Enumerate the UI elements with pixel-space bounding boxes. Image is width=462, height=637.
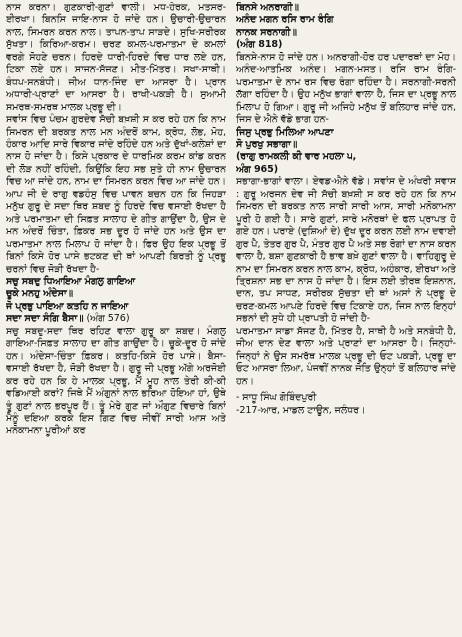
verse-line: ਅਨੰਦ ਮਗਨ ਰਸਿ ਰਾਮ ਰੰਗਿ xyxy=(236,14,334,26)
verse-line: ਚੂਕੇ ਮਨਹੁ ਅੰਦੇਸਾ॥ xyxy=(6,288,73,300)
author-address: -217-ਆਰ, ਮਾਡਲ ਟਾਊਨ, ਜਲੰਧਰ। xyxy=(236,404,366,416)
commentary-paragraph: ਪਰਮਾਤਮਾ ਸਾਡਾ ਸੱਜਣ ਹੈ, ਮਿੱਤਰ ਹੈ, ਸਾਥੀ ਹੈ ਅਤੇ ਸਨਬੰਧੀ ਹੈ, ਜੀਅ ਦਾਨ ਦੇਣ ਵਾਲਾ ਅਤੇ ਪ੍ਰਾਣਾਂ ਦਾ ਆਸਰਾ ਹੈ। ਜਿਨ੍ਹਾਂ-ਜਿਨ੍ਹਾਂ ਨੇ ਉਸ ਸਮਰੱਥ ਮਾਲਕ ਪ੍ਰਭੂ ਦੀ ਓਟ ਪਕੜੀ, ਪ੍ਰਭੂ ਦਾ ਓਟ ਆਸਰਾ ਲਿਆ, ਪੰਜਵੀਂ ਨਾਨਕ ਜੋਤਿ ਉਨ੍ਹਾਂ ਤੋਂ ਬਲਿਹਾਰ ਜਾਂਦੇ ਹਨ। xyxy=(236,325,456,387)
verse-line-with-reference xyxy=(6,313,226,325)
right-column xyxy=(236,2,456,637)
verse-reference: (ਅੰਗ 818) xyxy=(236,39,283,51)
verse-line: ਨਾਨਕ ਸਰਨਾਗੀ॥ xyxy=(236,26,297,38)
closing-paragraph: ਸਚੁ ਸਬਦੁ-ਸਦਾ ਥਿਰ ਰਹਿਣ ਵਾਲਾ ਗੁਰੂ ਕਾ ਸ਼ਬਦ। ਮੰਗਲੁ ਗਾਇਆ-ਸਿਫ਼ਤ ਸਾਲਾਹ ਦਾ ਗੀਤ ਗਾਉਂਦਾ ਹੈ। ਚੂਕੇ-ਦੂਰ ਹੋ ਜਾਂਦੇ ਹਨ। ਅੰਦੇਸਾ-ਚਿੰਤਾ ਫ਼ਿਕਰ। ਕਤਹਿ-ਕਿਸੇ ਹੋਰ ਪਾਸੇ। ਬੈਸਾ-ਵਸਾਈ ਰੱਖਦਾ ਹੈ, ਜੋੜੀ ਰੱਖਦਾ ਹੈ। ਗੁਰੂ ਜੀ ਪ੍ਰਭੂ ਅੱਗੇ ਅਰਜੋਈ ਕਰ ਰਹੇ ਹਨ ਕਿ ਹੇ ਮਾਲਕ ਪ੍ਰਭੂ, ਮੈਂ ਮੂਹ ਨਾਲ ਤੇਰੀ ਕੀ-ਕੀ ਵਡਿਆਈ ਕਰਾਂ? ਜਿਥੇ ਮੈਂ ਅੰਗੁਨਾਂ ਨਾਲ ਭਰਿਆ ਹੋਇਆ ਹਾਂ, ਉਥੇ ਤੂੰ ਗੁਣਾਂ ਨਾਲ ਭਰਪੂਰ ਹੈਂ। ਤੂੰ ਮੇਰੇ ਗੁਣ ਜਾਂ ਔਗੁਣ ਵਿਚਾਰੇ ਬਿਨਾਂ ਮੈਨੂੰ ਦਇਆ ਕਰਕੇ ਇਸ ਗਿਣ ਵਿਚ ਜੀਵੀਂ ਸਾਰੀ ਆਸ ਅਤੇ ਮਨੋਕਾਮਨਾ ਪੂਰੀਆਂ ਕਰ xyxy=(6,325,226,437)
verse-line-text: ਸਦਾ ਸਦਾ ਸੰਗਿ ਬੈਸਾ॥ xyxy=(6,313,84,325)
verse-reference: (ਰਾਗੁ ਰਾਮਕਲੀ ਕੀ ਵਾਰ ਮਹਲਾ ੫, xyxy=(236,151,357,163)
commentary-paragraph: ਸਭਾਗਾ-ਭਾਗਾਂ ਵਾਲਾ। ਏਵਡ-ਐਨੇ ਵੱਡੇ। ਸਵਾਂਸ ਦੇ ਅੰਖਰੀ ਸਵਾਸ : ਗੁਰੂ ਅਰਜਨ ਦੇਵ ਜੀ ਸੱਚੀ ਬਖ਼ਸ਼ੀ ਸ ਕਰ ਰਹੇ ਹਨ ਕਿ ਨਾਮ ਸਿਮਰਨ ਦੀ ਬਰਕਤ ਨਾਲ ਸਾਰੀ ਸਾਰੀ ਆਸ, ਸਾਰੀ ਮਨੋਕਾਮਨਾ ਪੂਰੀ ਹੋ ਗਈ ਹੈ। ਸਾਰੇ ਗੁਣਾਂ, ਸਾਰੇ ਮਨੋਰਥਾਂ ਦੇ ਫਲ ਪ੍ਰਾਪਤ ਹੋ ਗਏ ਹਨ। ਪਰਾਏ (ਦੁਸ਼ਿਆਂ ਦੇ) ਦੁੱਖ ਦੂਰ ਕਰਨ ਲਈ ਨਾਮ ਦਵਾਈ ਗੁਰ ਪੈ, ਤੇਤਰ ਗੁਰ ਪੈ, ਮੰਤਰ ਗੁਰ ਪੈ ਅਤੇ ਸਭ ਰੋਗਾਂ ਦਾ ਨਾਸ ਕਰਨ ਵਾਲਾ ਹੈ, ਬਸ਼ਾ ਗੁਣਕਾਰੀ ਹੈ ਭਾਵ ਬਖ਼ੇ ਗੁਣਾਂ ਵਾਲਾ ਹੈ। ਵਾਹਿਗੁਰੂ ਦੇ ਨਾਮ ਦਾ ਸਿਮਰਨ ਕਰਨ ਨਾਲ ਕਾਮ, ਕ੍ਰੋਧ, ਅਹੰਕਾਰ, ਈਰਖਾ ਅਤੇ ਤ੍ਰਿਸ਼ਨਾ ਸਭ ਦਾ ਨਾਸ ਹੋ ਜਾਂਦਾ ਹੈ। ਇਸ ਲਈ ਤੀਰਥ ਇਸ਼ਨਾਨ, ਦਾਨ, ਤਪ ਸਾਧਣ, ਸਰੀਰਕ ਸੁੱਚਤਾ ਦੀ ਥਾਂ ਅਸਾਂ ਨੇ ਪ੍ਰਭੂ ਦੇ ਚਰਣ-ਕਮਲ ਆਪਣੇ ਹਿਰਦੇ ਵਿਚ ਟਿਕਾਏ ਹਨ, ਜਿਸ ਨਾਲ ਇਨ੍ਹਾਂ ਸਭਨਾਂ ਦੀ ਸੁਧੇ ਹੀ ਪ੍ਰਾਪਤੀ ਹੋ ਜਾਂਦੀ ਹੈ- xyxy=(236,176,456,325)
verse-line: ਜੋ ਪ੍ਰਭੁ ਪਾਇਆ ਕਤਹਿ ਨ ਜਾਇਆ xyxy=(6,300,129,312)
verse-line: ਸਚੁ ਸਬਦੁ ਧਿਆਇਆ ਮੰਗਲੁ ਗਾਇਆ xyxy=(6,275,136,287)
verse-line: ਜਿਸੁ ਪ੍ਰਭੁ ਮਿਲਿਆ ਆਪਣਾ xyxy=(236,126,334,138)
glossary-paragraph: ਬਿਨਸੇ-ਨਾਸ ਹੋ ਜਾਂਦੇ ਹਨ। ਅਨਰਾਗੀ-ਹੋਰ ਹਰ ਪਦਾਰਥਾਂ ਦਾ ਮੋਹ। ਅਨੰਦ-ਆਤਮਿਕ ਅਨੰਦ। ਮਗਨ-ਮਸਤ। ਰਸਿ ਰਾਮ ਰੰਗਿ-ਪਰਮਾਤਮਾ ਦੇ ਨਾਮ ਰਸ ਵਿਚ ਰੰਗਾ ਰਹਿੰਦਾ ਹੈ। ਸਰਨਾਗੀ-ਸਰਨੀ ਲੱਗਾ ਰਹਿੰਦਾ ਹੈ। ਉਹ ਮਨੁੱਖ ਭਾਗਾਂ ਵਾਲਾ ਹੈ, ਜਿਸ ਦਾ ਪ੍ਰਭੂ ਨਾਲ ਮਿਲਾਪ ਹੋ ਗਿਆ। ਗੁਰੂ ਜੀ ਅਜਿਹੇ ਮਨੁੱਖ ਤੋਂ ਬਲਿਹਾਰ ਜਾਂਦੇ ਹਨ, ਜਿਸ ਦੇ ਐਨੇ ਵੱਡੇ ਭਾਗ ਹਨ- xyxy=(236,51,456,126)
verse-line: ਸੋ ਪੁਰਖੁ ਸਭਾਗਾ॥ xyxy=(236,138,298,150)
glossary-paragraph: ਨਾਸ ਕਰਨਾ। ਗੁਣਕਾਰੀ-ਗੁਣਾਂ ਵਾਲੀ। ਮਧ-ਹੇਰਕ, ਮਤਸਰ-ਈਰਖਾ। ਬਿਨਸਿ ਜਾਇ-ਨਾਸ ਹੋ ਜਾਂਦੇ ਹਨ। ਉਚਾਰੀ-ਉਚਾਰਨ ਨਾਲ, ਸਿਮਰਨ ਕਰਨ ਨਾਲ। ਤਾਪਨ-ਤਾਪ ਸਾੜਦੇ। ਸੁਖਿ-ਸਰੀਰਕ ਸੁੱਖਤਾ। ਕਿਰਿਆ-ਕਰਮ। ਚਰਣ ਕਮਲ-ਪਰਮਾਤਮਾ ਦੇ ਕਮਲਾਂ ਵਰਗੇ ਸੋਹਣੇ ਚਰਨ। ਹਿਰਦੇ ਧਾਰੀ-ਹਿਰਦੇ ਵਿਚ ਧਾਰ ਲਏ ਹਨ, ਟਿਕਾ ਲਏ ਹਨ। ਸਾਜਨ-ਸੱਜਣ। ਮੀਤ-ਮਿੱਤਰ। ਸਖਾ-ਸਾਥੀ। ਬੰਧਪ-ਸਨਬੰਧੀ। ਜੀਅ ਧਾਨ-ਜਿੰਦ ਦਾ ਆਸਰਾ ਹੈ। ਪ੍ਰਾਨ ਅਧਾਰੀ-ਪ੍ਰਾਣਾਂ ਦਾ ਆਸਰਾ ਹੈ। ਰਾਖੀ-ਪਕੜੀ ਹੈ। ਸੁਆਮੀ ਸਮਰਥ-ਸਮਰਥ ਮਾਲਕ ਪ੍ਰਭੂ ਦੀ। xyxy=(6,2,226,113)
verse-reference: ਅੰਗ 965) xyxy=(236,163,278,175)
commentary-paragraph: ਸਵਾਂਸ ਵਿਚ ਪੰਚਮ ਗੁਰਦੇਵ ਸੱਚੀ ਬਖ਼ਸ਼ੀ ਸ ਕਰ ਰਹੇ ਹਨ ਕਿ ਨਾਮ ਸਿਮਰਨ ਦੀ ਬਰਕਤ ਨਾਲ ਮਨ ਅੰਦਰੋਂ ਕਾਮ, ਕ੍ਰੋਧ, ਲੋਭ, ਮੋਹ, ਹੰਕਾਰ ਆਦਿ ਸਾਰੇ ਵਿਕਾਰ ਜਾਂਦੇ ਰਹਿੰਦੇ ਹਨ ਅਤੇ ਦੁੱਖਾਂ-ਕਲੇਸ਼ਾਂ ਦਾ ਨਾਸ ਹੋ ਜਾਂਦਾ ਹੈ। ਕਿਸੇ ਪ੍ਰਕਾਰ ਦੇ ਧਾਰਮਿਕ ਕਰਮ ਕਾਂਡ ਕਰਨ ਦੀ ਲੋੜ ਨਹੀਂ ਰਹਿੰਦੀ, ਕਿਉਂਕਿ ਇਹ ਸਭ ਸੁਤੇ ਹੀ ਨਾਮ ਉਚਾਰਨ ਵਿਚ ਆ ਜਾਂਦੇ ਹਨ, ਨਾਮ ਦਾ ਸਿਮਰਨ ਕਰਨ ਵਿਚ ਆ ਜਾਂਦੇ ਹਨ। ਆਪ ਜੀ ਦੇ ਰਾਗੁ ਵਡਹੰਸੁ ਵਿਚ ਪਾਵਨ ਬਚਨ ਹਨ ਕਿ ਜਿਹੜਾ ਮਨੁੱਖ ਗੁਰੂ ਦੇ ਸਦਾ ਥਿਰ ਸ਼ਬਦ ਨੂੰ ਹਿਰਦੇ ਵਿਚ ਵਸਾਈ ਰੱਖਦਾ ਹੈ ਅਤੇ ਪਰਮਾਤਮਾ ਦੀ ਸਿਫ਼ਤ ਸਾਲਾਹ ਦੇ ਗੀਤ ਗਾਉਂਦਾ ਹੈ, ਉਸ ਦੇ ਮਨ ਅੰਦਰੋਂ ਚਿੰਤਾ, ਫ਼ਿਕਰ ਸਭ ਦੂਰ ਹੋ ਜਾਂਦੇ ਹਨ ਅਤੇ ਉਸ ਦਾ ਪਰਮਾਤਮਾ ਨਾਲ ਮਿਲਾਪ ਹੋ ਜਾਂਦਾ ਹੈ। ਫਿਰ ਉਹ ਇਕ ਪ੍ਰਭੂ ਤੋਂ ਬਿਨਾਂ ਕਿਸੇ ਹੋਰ ਪਾਸੇ ਭਟਕਣ ਦੀ ਥਾਂ ਆਪਣੀ ਬਿਰਤੀ ਨੂੰ ਪ੍ਰਭੂ ਚਰਨਾਂ ਵਿਚ ਜੋੜੀ ਰੱਖਦਾ ਹੈ- xyxy=(6,114,226,275)
author-signature: - ਸਾਧੂ ਸਿੰਘ ਗੋਬਿੰਦਪੁਰੀ xyxy=(236,392,317,404)
left-column xyxy=(6,2,226,637)
verse-line: ਬਿਨਸੇ ਅਨਰਾਗੀ॥ xyxy=(236,2,299,13)
verse-reference: (ਅੰਗ 576) xyxy=(83,313,130,325)
